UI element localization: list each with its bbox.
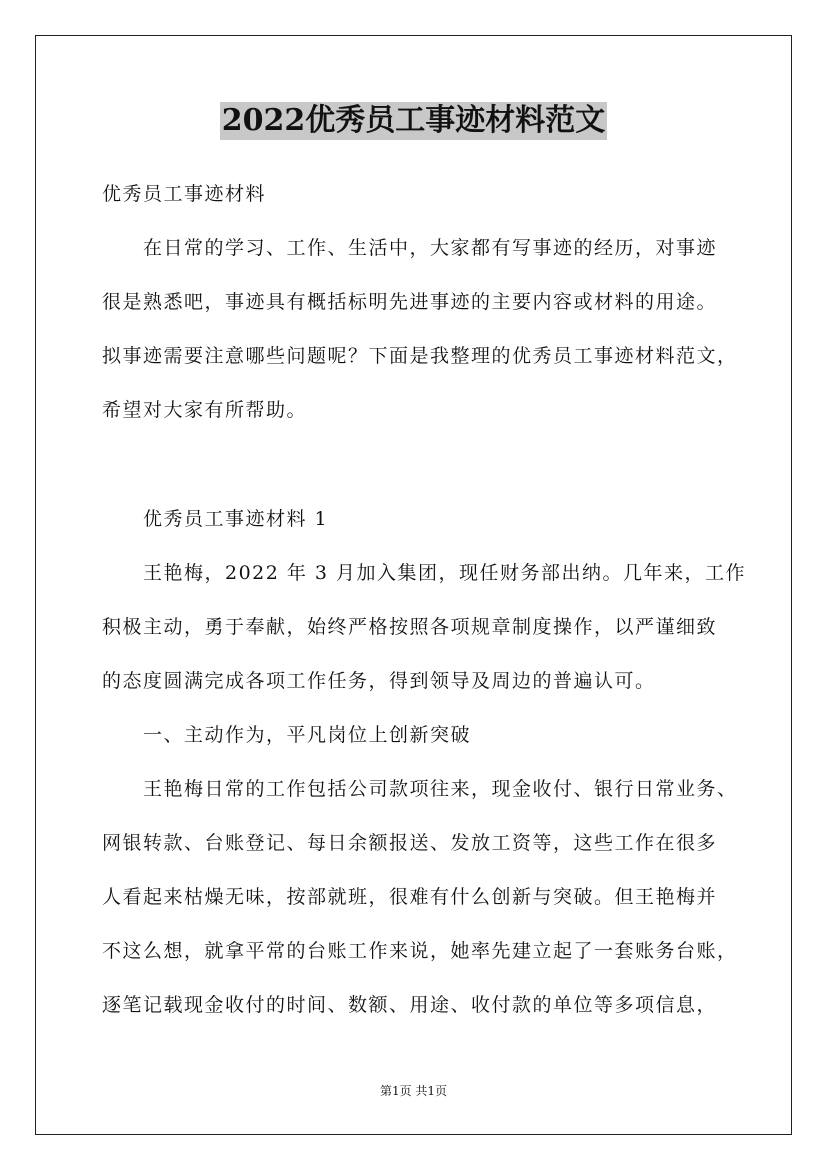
paragraph-line: 王艳梅日常的工作包括公司款项往来，现金收付、银行日常业务、: [143, 778, 738, 800]
paragraph-line: 的态度圆满完成各项工作任务，得到领导及周边的普遍认可。: [102, 670, 656, 692]
paragraph-line: 人看起来枯燥无味，按部就班，很难有什么创新与突破。但王艳梅并: [102, 886, 718, 908]
paragraph-line: 在日常的学习、工作、生活中，大家都有写事迹的经历，对事迹: [143, 237, 718, 259]
page-footer: 第1页 共1页: [379, 1084, 448, 1098]
paragraph-line: 积极主动，勇于奉献，始终严格按照各项规章制度操作，以严谨细致: [102, 616, 718, 638]
section-heading: 优秀员工事迹材料 1: [143, 508, 329, 530]
paragraph-line: 拟事迹需要注意哪些问题呢？下面是我整理的优秀员工事迹材料范文，: [102, 345, 738, 367]
paragraph-line: 不这么想，就拿平常的台账工作来说，她率先建立起了一套账务台账，: [102, 940, 738, 962]
document-title: 2022优秀员工事迹材料范文: [221, 103, 606, 138]
subsection-heading: 一、主动作为，平凡岗位上创新突破: [143, 724, 472, 746]
paragraph-line: 很是熟悉吧，事迹具有概括标明先进事迹的主要内容或材料的用途。: [102, 291, 718, 313]
paragraph-line: 王艳梅，2022 年 3 月加入集团，现任财务部出纳。几年来，工作: [143, 562, 747, 584]
paragraph-line: 网银转款、台账登记、每日余额报送、发放工资等，这些工作在很多: [102, 832, 718, 854]
paragraph-line: 希望对大家有所帮助。: [102, 399, 308, 421]
document-subtitle: 优秀员工事迹材料: [102, 183, 267, 205]
paragraph-line: 逐笔记载现金收付的时间、数额、用途、收付款的单位等多项信息，: [102, 994, 718, 1016]
title-wrap: [0, 102, 827, 140]
